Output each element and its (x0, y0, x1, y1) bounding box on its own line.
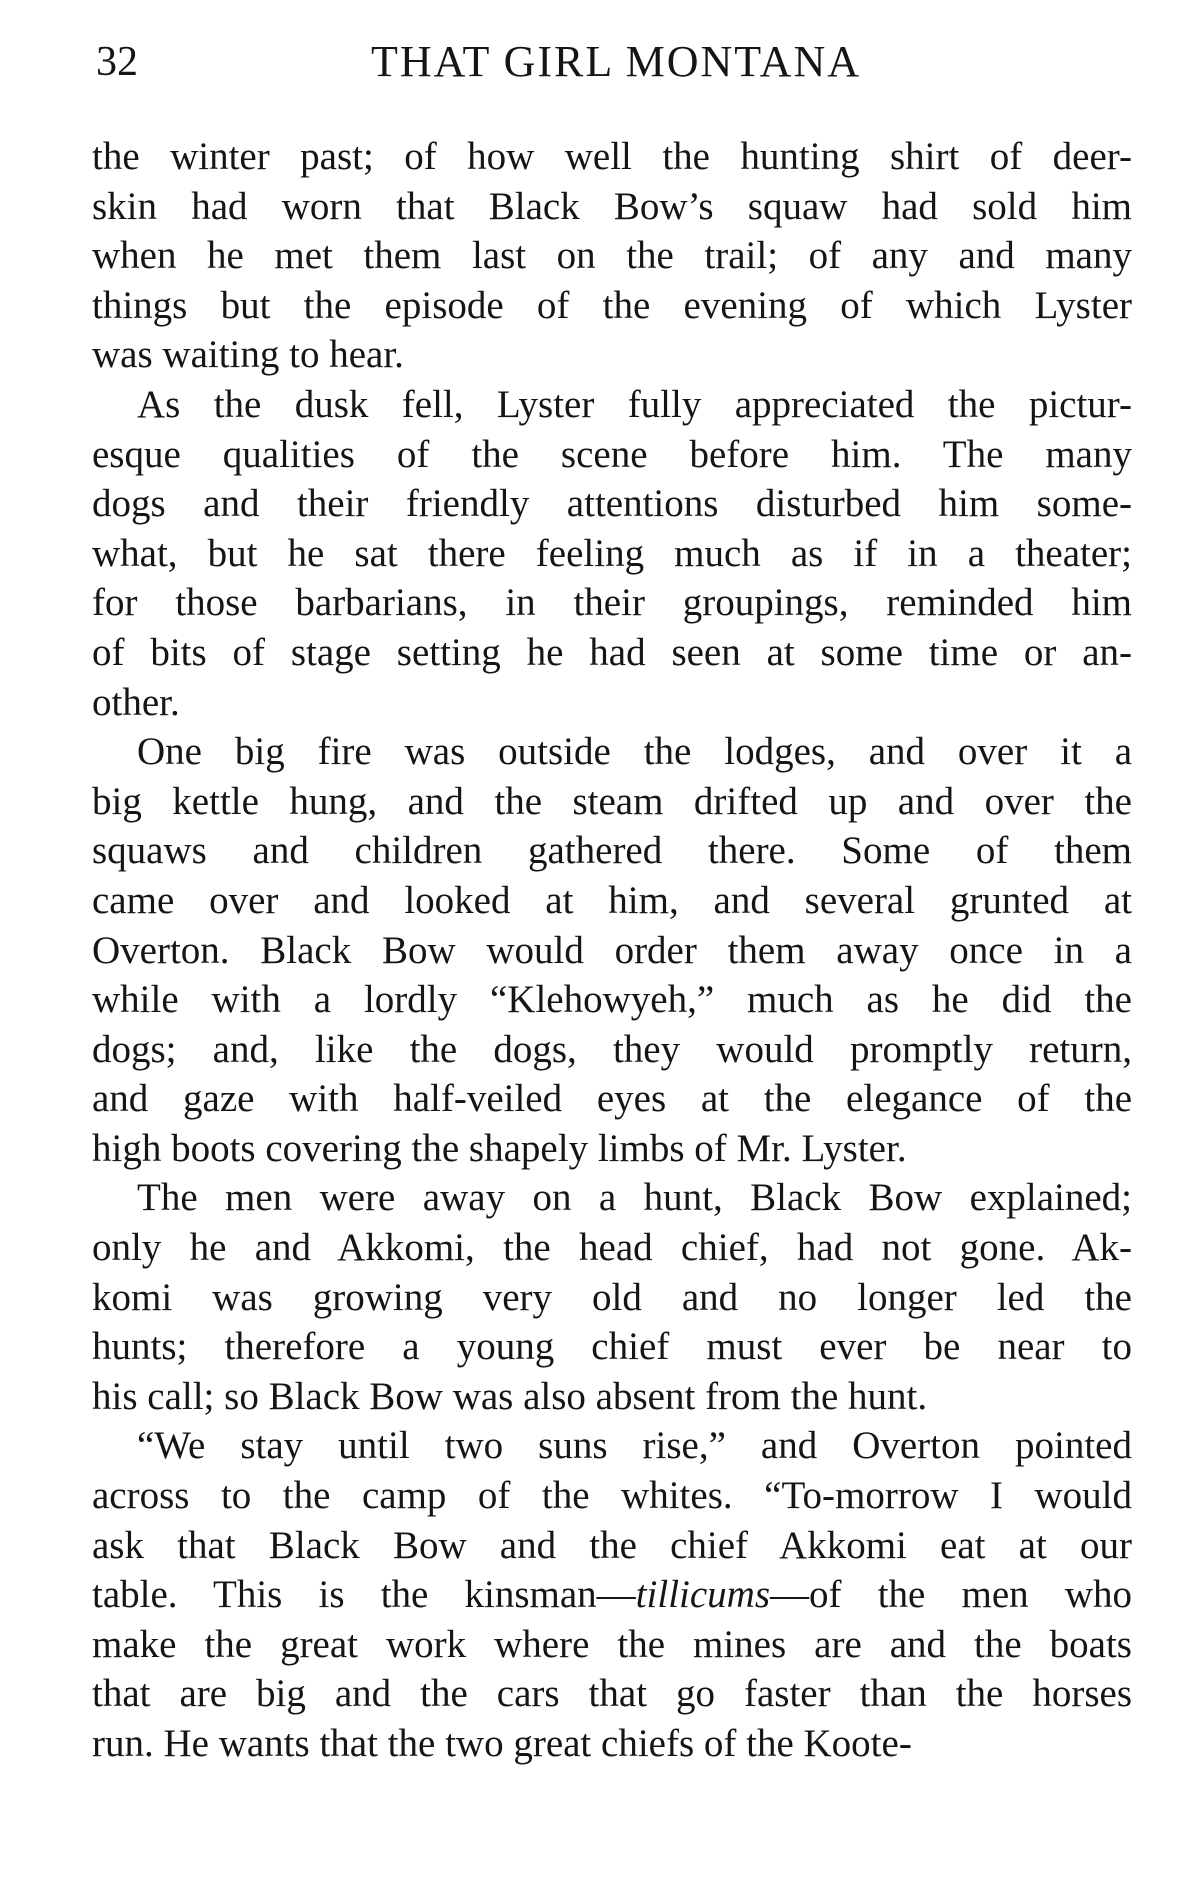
line-text: hunts; therefore a young chief must ever be near to (92, 1325, 1132, 1369)
text-line (92, 281, 1132, 331)
line-text: was waiting to hear. (92, 333, 404, 377)
line-text: The men were away on a hunt, Black Bow explained; (137, 1176, 1132, 1220)
line-text: of bits of stage setting he had seen at some time or an- (92, 630, 1132, 674)
text-line (92, 628, 1132, 678)
line-text: for those barbarians, in their groupings, reminded him (92, 581, 1132, 625)
text-line (92, 926, 1132, 976)
line-text: the winter past; of how well the hunting shirt of deer- (92, 135, 1132, 178)
line-text: One big fire was outside the lodges, and over it a (137, 730, 1132, 774)
text-line (92, 1669, 1132, 1719)
page-header (96, 32, 1136, 92)
paragraph (92, 380, 1132, 727)
line-text: Overton. Black Bow would order them away once in a (92, 928, 1132, 972)
text-line (92, 1025, 1132, 1075)
line-text: things but the episode of the evening of which Lyster (92, 283, 1132, 327)
body-text (92, 132, 1132, 1769)
text-line (92, 529, 1132, 579)
text-line (92, 578, 1132, 628)
text-line (92, 1223, 1132, 1273)
line-text: across to the camp of the whites. “To-morrow I would (92, 1474, 1132, 1518)
text-line (92, 1322, 1132, 1372)
line-text: dogs and their friendly attentions disturbed him some- (92, 482, 1132, 526)
text-line (92, 182, 1132, 232)
paragraph (92, 132, 1132, 380)
paragraph (92, 1421, 1132, 1768)
paragraph (92, 1173, 1132, 1421)
line-text: and gaze with half-veiled eyes at the elegance of the (92, 1077, 1132, 1121)
line-text: what, but he sat there feeling much as if in a theater; (92, 531, 1132, 575)
line-text: other. (92, 680, 180, 724)
text-line (92, 1570, 1132, 1620)
line-text: skin had worn that Black Bow’s squaw had sold him (92, 184, 1132, 228)
line-text: dogs; and, like the dogs, they would promptly return, (92, 1027, 1132, 1071)
italic-text: tillicums (635, 1573, 771, 1617)
text-line (92, 132, 1132, 182)
line-text: ask that Black Bow and the chief Akkomi eat at our (92, 1523, 1132, 1567)
line-text: —of the men who (770, 1573, 1132, 1617)
text-line (92, 1372, 1132, 1422)
line-text: his call; so Black Bow was also absent from the hunt. (92, 1374, 928, 1418)
text-line (92, 1620, 1132, 1670)
line-text: when he met them last on the trail; of any and many (92, 234, 1132, 278)
line-text: squaws and children gathered there. Some of them (92, 829, 1132, 873)
text-line (92, 876, 1132, 926)
text-line (92, 1719, 1132, 1769)
text-line (92, 1421, 1132, 1471)
text-line (92, 1074, 1132, 1124)
line-text: make the great work where the mines are and the boats (92, 1622, 1132, 1666)
line-text: came over and looked at him, and several grunted at (92, 878, 1132, 922)
text-line (92, 975, 1132, 1025)
text-line (92, 430, 1132, 480)
line-text: run. He wants that the two great chiefs of the Koote- (92, 1722, 912, 1765)
text-line (92, 479, 1132, 529)
line-text: “We stay until two suns rise,” and Overton pointed (137, 1424, 1132, 1468)
line-text: big kettle hung, and the steam drifted up and over the (92, 779, 1132, 823)
line-text: high boots covering the shapely limbs of Mr. Lyster. (92, 1126, 907, 1170)
line-text: while with a lordly “Klehowyeh,” much as he did the (92, 978, 1132, 1022)
text-line (92, 826, 1132, 876)
text-line (92, 1173, 1132, 1223)
line-text: that are big and the cars that go faster than the horses (92, 1672, 1132, 1716)
text-line (92, 1273, 1132, 1323)
text-line (92, 727, 1132, 777)
text-line (92, 380, 1132, 430)
running-title: THAT GIRL MONTANA (370, 37, 861, 86)
text-line (92, 1521, 1132, 1571)
line-text: esque qualities of the scene before him. The many (92, 432, 1132, 476)
line-text: komi was growing very old and no longer led the (92, 1275, 1132, 1319)
text-line (92, 1124, 1132, 1174)
text-line (92, 777, 1132, 827)
paragraph (92, 727, 1132, 1173)
text-line (92, 330, 1132, 380)
page-number: 32 (96, 39, 138, 85)
line-text: table. This is the kinsman— (92, 1573, 636, 1617)
text-line (92, 1471, 1132, 1521)
text-line (92, 678, 1132, 728)
line-text: only he and Akkomi, the head chief, had not gone. Ak- (92, 1226, 1132, 1270)
text-line (92, 231, 1132, 281)
line-text: As the dusk fell, Lyster fully appreciated the pictur- (137, 382, 1132, 426)
